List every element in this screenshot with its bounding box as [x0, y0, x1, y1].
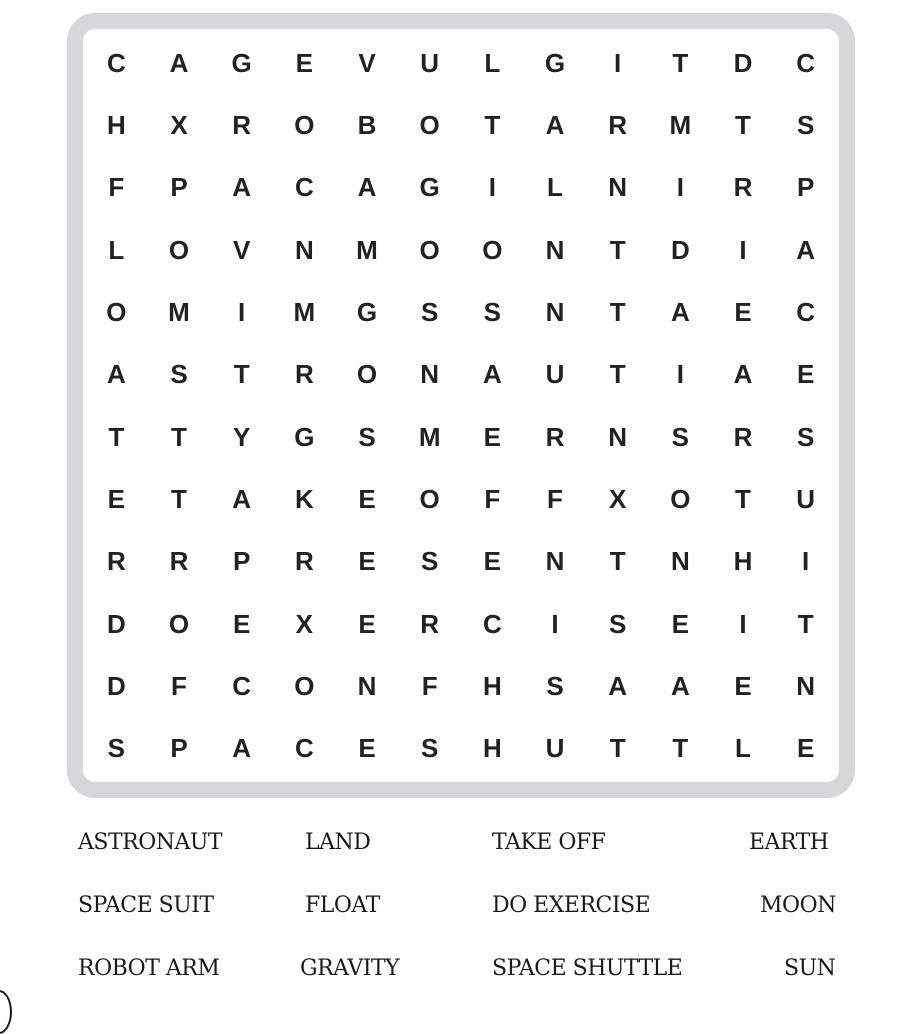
- grid-letter[interactable]: L: [108, 234, 125, 265]
- grid-letter[interactable]: C: [482, 608, 502, 639]
- grid-letter[interactable]: O: [294, 109, 315, 140]
- grid-letter[interactable]: I: [739, 608, 747, 639]
- grid-letter[interactable]: B: [357, 109, 377, 140]
- word-item: GRAVITY: [300, 956, 400, 981]
- grid-letter[interactable]: A: [670, 296, 690, 327]
- grid-letter[interactable]: S: [420, 296, 439, 327]
- grid-letter[interactable]: N: [796, 670, 816, 701]
- grid-letter[interactable]: O: [168, 234, 190, 265]
- grid-letter[interactable]: E: [734, 296, 752, 327]
- word-item: MOON: [760, 893, 836, 918]
- grid-letter[interactable]: L: [735, 733, 751, 764]
- grid-letter[interactable]: S: [420, 733, 439, 764]
- grid-letter[interactable]: L: [484, 47, 501, 78]
- grid-letter[interactable]: T: [609, 733, 626, 764]
- grid-letter[interactable]: R: [294, 546, 314, 577]
- grid-letter[interactable]: R: [106, 546, 126, 577]
- grid-letter[interactable]: C: [796, 296, 816, 327]
- grid-letter[interactable]: A: [482, 359, 502, 390]
- word-item: SPACE SUIT: [78, 893, 214, 918]
- grid-letter[interactable]: A: [357, 172, 377, 203]
- grid-letter[interactable]: A: [232, 172, 252, 203]
- grid-letter[interactable]: A: [106, 359, 126, 390]
- grid-letter[interactable]: K: [294, 483, 314, 514]
- grid-letter[interactable]: R: [169, 546, 189, 577]
- grid-letter[interactable]: T: [609, 296, 626, 327]
- grid-letter[interactable]: F: [547, 483, 563, 514]
- page-edge-mark: [0, 990, 12, 1034]
- grid-letter[interactable]: S: [107, 733, 125, 764]
- grid-letter[interactable]: E: [358, 483, 376, 514]
- grid-letter[interactable]: V: [358, 47, 376, 78]
- grid-letter[interactable]: S: [358, 421, 376, 452]
- grid-letter[interactable]: T: [171, 421, 187, 452]
- grid-letter[interactable]: I: [488, 172, 496, 203]
- word-item: SPACE SHUTTLE: [492, 956, 683, 981]
- grid-letter[interactable]: O: [670, 483, 691, 514]
- grid-letter[interactable]: D: [106, 608, 126, 639]
- grid-letter[interactable]: T: [672, 733, 689, 764]
- grid-letter[interactable]: T: [609, 234, 626, 265]
- grid-letter[interactable]: E: [796, 733, 815, 764]
- grid-letter[interactable]: N: [608, 421, 628, 452]
- grid-letter[interactable]: R: [294, 359, 314, 390]
- grid-letter[interactable]: T: [609, 359, 626, 390]
- grid-letter[interactable]: M: [418, 421, 441, 452]
- word-item: LAND: [305, 830, 371, 855]
- grid-letter[interactable]: P: [170, 172, 188, 203]
- grid-letter[interactable]: G: [419, 172, 440, 203]
- grid-letter[interactable]: X: [170, 109, 188, 140]
- grid-letter[interactable]: C: [294, 172, 314, 203]
- grid-letter[interactable]: E: [358, 546, 376, 577]
- grid-letter[interactable]: H: [482, 733, 502, 764]
- grid-letter[interactable]: M: [669, 109, 692, 140]
- grid-letter[interactable]: A: [545, 109, 565, 140]
- grid-letter[interactable]: O: [482, 234, 503, 265]
- word-item: SUN: [784, 956, 836, 981]
- word-item: ASTRONAUT: [78, 830, 223, 855]
- grid-letter[interactable]: I: [676, 359, 684, 390]
- grid-letter[interactable]: M: [356, 234, 378, 265]
- grid-letter[interactable]: D: [733, 47, 753, 78]
- grid-letter[interactable]: U: [545, 359, 565, 390]
- grid-letter[interactable]: N: [357, 670, 377, 701]
- grid-letter[interactable]: E: [358, 733, 376, 764]
- grid-letter[interactable]: T: [108, 421, 125, 452]
- grid-letter[interactable]: S: [420, 546, 439, 577]
- grid-letter[interactable]: E: [295, 47, 313, 78]
- grid-letter[interactable]: G: [294, 421, 315, 452]
- grid-letter[interactable]: T: [609, 546, 626, 577]
- grid-letter[interactable]: P: [232, 546, 251, 577]
- grid-letter[interactable]: O: [419, 234, 440, 265]
- grid-letter[interactable]: S: [546, 670, 564, 701]
- grid-letter[interactable]: M: [168, 296, 190, 327]
- grid-letter[interactable]: V: [232, 234, 251, 265]
- grid-letter[interactable]: T: [233, 359, 250, 390]
- grid-letter[interactable]: I: [802, 546, 810, 577]
- grid-letter[interactable]: R: [545, 421, 565, 452]
- grid-letter[interactable]: F: [421, 670, 438, 701]
- grid-letter[interactable]: E: [796, 359, 815, 390]
- grid-letter[interactable]: A: [670, 670, 690, 701]
- grid-letter[interactable]: Y: [232, 421, 251, 452]
- grid-letter[interactable]: D: [670, 234, 690, 265]
- word-item: FLOAT: [305, 893, 380, 918]
- grid-letter[interactable]: U: [796, 483, 816, 514]
- grid-letter[interactable]: N: [294, 234, 314, 265]
- grid-letter[interactable]: C: [232, 670, 252, 701]
- grid-letter[interactable]: H: [482, 670, 502, 701]
- grid-letter[interactable]: G: [356, 296, 378, 327]
- grid-letter[interactable]: R: [232, 109, 252, 140]
- grid-letter[interactable]: I: [551, 608, 559, 639]
- grid-letter[interactable]: I: [739, 234, 747, 265]
- grid-letter[interactable]: H: [733, 546, 753, 577]
- grid-letter[interactable]: E: [734, 670, 752, 701]
- grid-letter[interactable]: T: [735, 483, 751, 514]
- grid-letter[interactable]: N: [420, 359, 440, 390]
- word-item: EARTH: [749, 830, 829, 855]
- grid-letter[interactable]: I: [676, 172, 684, 203]
- grid-letter[interactable]: T: [672, 47, 689, 78]
- grid-letter[interactable]: A: [169, 47, 189, 78]
- grid-letter[interactable]: P: [796, 172, 815, 203]
- grid-letter[interactable]: H: [106, 109, 126, 140]
- grid-letter[interactable]: S: [170, 359, 188, 390]
- word-item: TAKE OFF: [492, 830, 606, 855]
- grid-letter[interactable]: S: [483, 296, 501, 327]
- word-item: ROBOT ARM: [78, 956, 220, 981]
- grid-letter[interactable]: T: [171, 483, 187, 514]
- grid-letter[interactable]: E: [483, 546, 501, 577]
- grid-letter[interactable]: O: [168, 608, 190, 639]
- grid-letter[interactable]: A: [733, 359, 753, 390]
- grid-letter[interactable]: R: [733, 172, 753, 203]
- grid-letter[interactable]: T: [797, 608, 814, 639]
- grid-letter[interactable]: O: [419, 483, 440, 514]
- grid-letter[interactable]: N: [545, 296, 565, 327]
- grid-letter[interactable]: I: [614, 47, 622, 78]
- grid-letter[interactable]: F: [108, 172, 125, 203]
- grid-letter[interactable]: R: [420, 608, 440, 639]
- grid-letter[interactable]: C: [294, 733, 314, 764]
- grid-letter[interactable]: G: [231, 47, 252, 78]
- grid-letter[interactable]: O: [419, 109, 440, 140]
- grid-letter[interactable]: O: [106, 296, 127, 327]
- grid-letter[interactable]: N: [608, 172, 628, 203]
- letter-grid: [85, 32, 837, 780]
- grid-letter[interactable]: A: [232, 483, 252, 514]
- grid-letter[interactable]: A: [796, 234, 816, 265]
- grid-letter[interactable]: E: [671, 608, 689, 639]
- grid-letter[interactable]: U: [545, 733, 565, 764]
- grid-letter[interactable]: E: [232, 608, 251, 639]
- grid-letter[interactable]: L: [547, 172, 563, 203]
- grid-letter[interactable]: N: [545, 546, 565, 577]
- grid-letter[interactable]: S: [796, 421, 815, 452]
- grid-letter[interactable]: O: [294, 670, 315, 701]
- grid-letter[interactable]: A: [232, 733, 252, 764]
- grid-letter[interactable]: T: [735, 109, 751, 140]
- grid-letter[interactable]: T: [484, 109, 501, 140]
- grid-letter[interactable]: F: [171, 670, 187, 701]
- grid-letter[interactable]: P: [170, 733, 188, 764]
- grid-letter[interactable]: C: [106, 47, 126, 78]
- grid-letter[interactable]: G: [544, 47, 566, 78]
- word-item: DO EXERCISE: [492, 893, 651, 918]
- grid-letter[interactable]: C: [796, 47, 816, 78]
- grid-letter[interactable]: E: [483, 421, 501, 452]
- grid-letter[interactable]: A: [608, 670, 628, 701]
- grid-letter[interactable]: S: [608, 608, 627, 639]
- grid-letter[interactable]: X: [608, 483, 627, 514]
- grid-letter[interactable]: F: [484, 483, 501, 514]
- grid-letter[interactable]: M: [293, 296, 316, 327]
- grid-letter[interactable]: N: [670, 546, 690, 577]
- grid-letter[interactable]: N: [545, 234, 565, 265]
- grid-letter[interactable]: X: [295, 608, 313, 639]
- grid-letter[interactable]: O: [356, 359, 378, 390]
- grid-letter[interactable]: S: [671, 421, 689, 452]
- grid-letter[interactable]: R: [608, 109, 628, 140]
- grid-letter[interactable]: U: [420, 47, 440, 78]
- grid-letter[interactable]: E: [107, 483, 125, 514]
- grid-letter[interactable]: I: [238, 296, 246, 327]
- grid-letter[interactable]: S: [796, 109, 815, 140]
- grid-letter[interactable]: D: [106, 670, 126, 701]
- grid-letter[interactable]: R: [733, 421, 753, 452]
- grid-letter[interactable]: E: [358, 608, 376, 639]
